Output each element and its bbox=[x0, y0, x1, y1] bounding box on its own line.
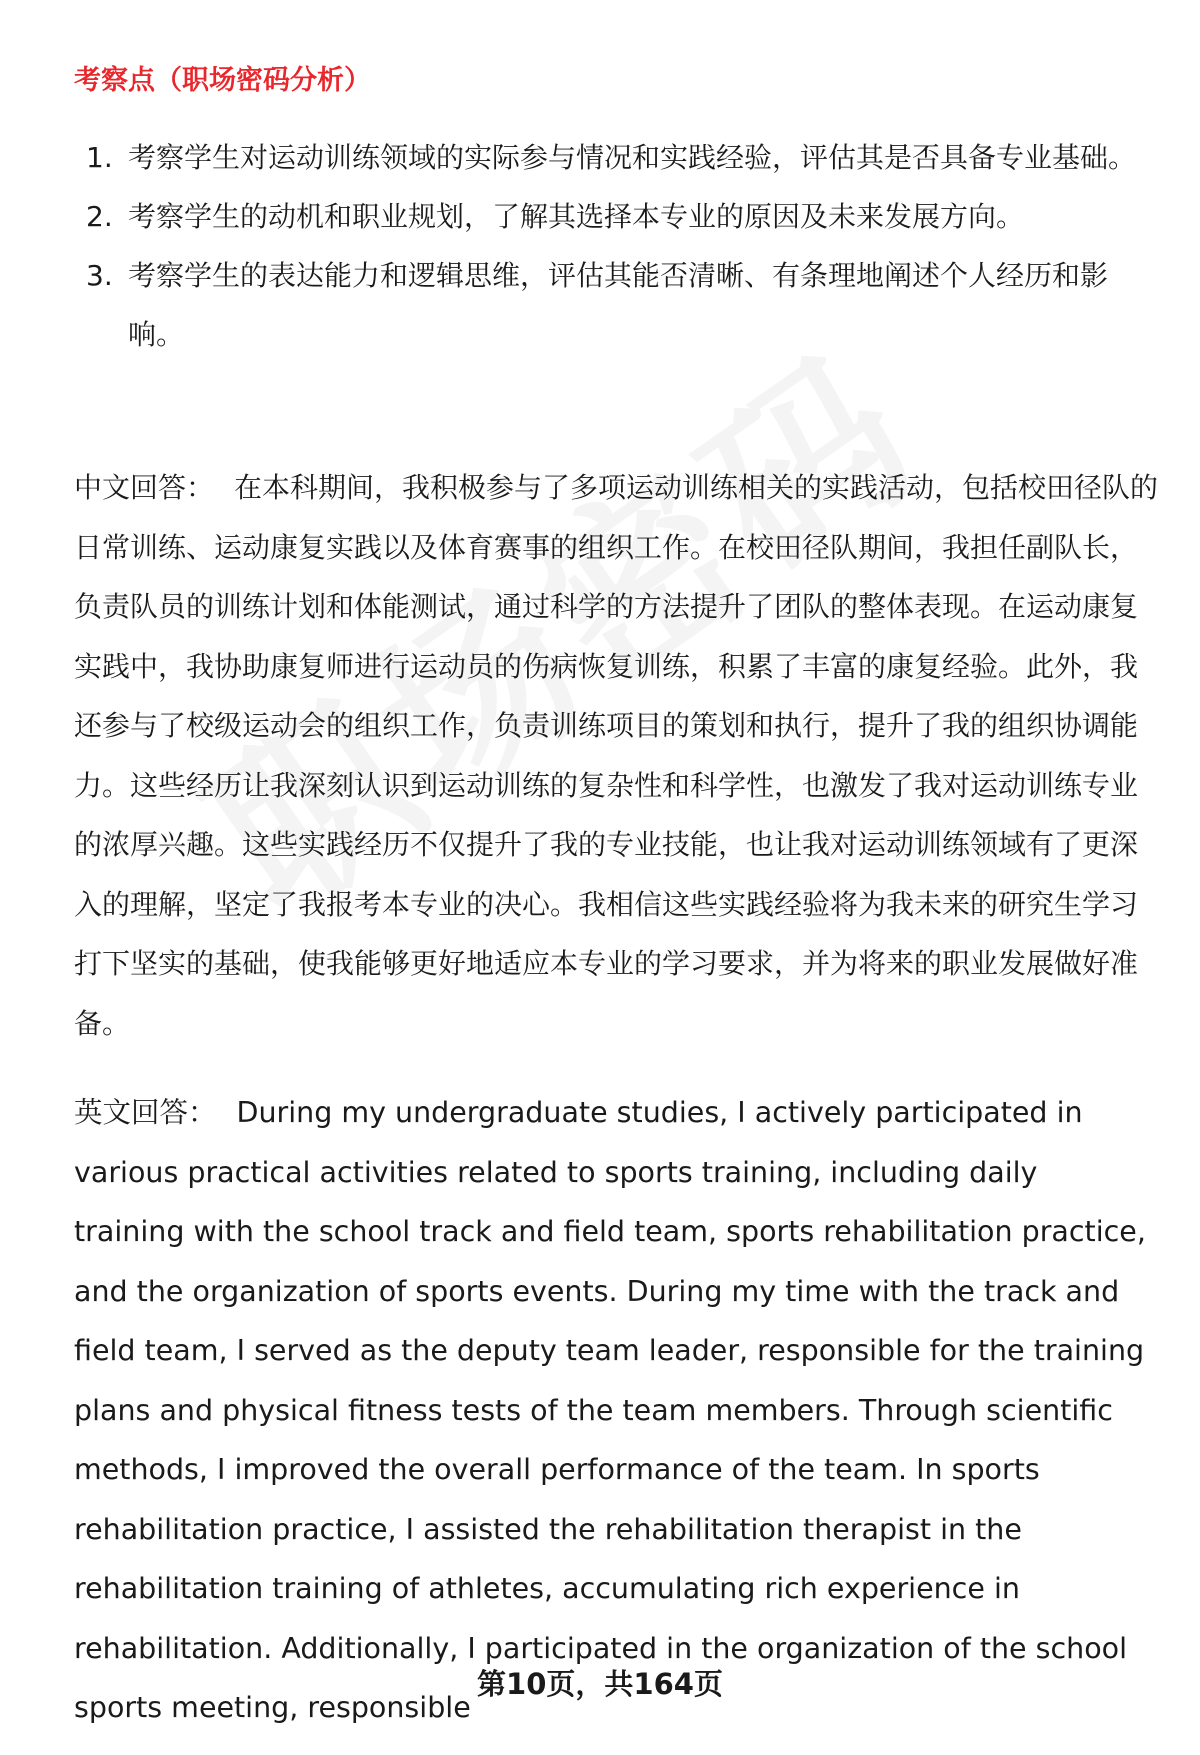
list-item-number: 2. bbox=[86, 200, 113, 233]
list-item-text: 考察学生的表达能力和逻辑思维，评估其能否清晰、有条理地阐述个人经历和影响。 bbox=[128, 259, 1109, 351]
english-answer-paragraph bbox=[74, 1083, 1156, 1738]
list-item bbox=[74, 187, 1150, 246]
chinese-answer-label: 中文回答： bbox=[74, 471, 215, 504]
list-item-text: 考察学生的动机和职业规划，了解其选择本专业的原因及未来发展方向。 bbox=[128, 200, 1025, 233]
assessment-points-list bbox=[74, 128, 1150, 364]
list-item-number: 1. bbox=[86, 141, 113, 174]
list-item bbox=[74, 128, 1150, 187]
english-answer-text: During my undergraduate studies, I actively participated in various practical activities related to sports training, including daily training with the school track and field team, sports rehabilitation practice, and the organization of sports events. During my time with the track and field team, I served as the deputy team leader, responsible for the training plans and physical fitness tests of the team members. Through scientific methods, I improved the overall performance of the team. In sports rehabilitation practice, I assisted the rehabilitation therapist in the rehabilitation training of athletes, accumulating rich experience in rehabilitation. Additionally, I participated in the organization of the school sports meeting, responsible bbox=[74, 1096, 1146, 1724]
chinese-answer-text: 在本科期间，我积极参与了多项运动训练相关的实践活动，包括校田径队的日常训练、运动康复实践以及体育赛事的组织工作。在校田径队期间，我担任副队长，负责队员的训练计划和体能测试，通过科学的方法提升了团队的整体表现。在运动康复实践中，我协助康复师进行运动员的伤病恢复训练，积累了丰富的康复经验。此外，我还参与了校级运动会的组织工作，负责训练项目的策划和执行，提升了我的组织协调能力。这些经历让我深刻认识到运动训练的复杂性和科学性，也激发了我对运动训练专业的浓厚兴趣。这些实践经历不仅提升了我的专业技能，也让我对运动训练领域有了更深入的理解，坚定了我报考本专业的决心。我相信这些实践经验将为我未来的研究生学习打下坚实的基础，使我能够更好地适应本专业的学习要求，并为将来的职业发展做好准备。 bbox=[74, 471, 1159, 1040]
chinese-answer-paragraph bbox=[74, 458, 1164, 1053]
list-item-number: 3. bbox=[86, 259, 113, 292]
page-number: 第10页，共164页 bbox=[477, 1667, 723, 1701]
section-title: 考察点（职场密码分析） bbox=[74, 65, 371, 96]
list-item-text: 考察学生对运动训练领域的实际参与情况和实践经验，评估其是否具备专业基础。 bbox=[128, 141, 1137, 174]
list-item bbox=[74, 246, 1150, 364]
english-answer-label: 英文回答： bbox=[74, 1096, 217, 1129]
